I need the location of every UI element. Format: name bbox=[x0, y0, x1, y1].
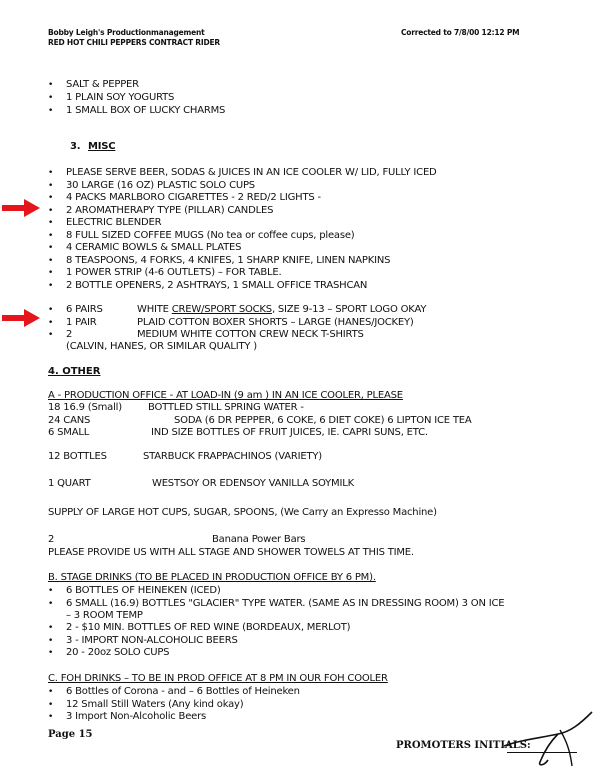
handwritten-signature bbox=[500, 706, 596, 770]
list-item: ELECTRIC BLENDER bbox=[66, 217, 162, 228]
header-corrected-date: Corrected to 7/8/00 12:12 PM bbox=[401, 28, 520, 37]
order-qty: 24 CANS bbox=[48, 415, 91, 426]
list-item: 6 Bottles of Corona - and – 6 Bottles of Heineken bbox=[66, 686, 300, 697]
order-qty: 1 QUART bbox=[48, 478, 91, 489]
clothing-qty: 6 PAIRS bbox=[66, 304, 103, 315]
list-item: 12 Small Still Waters (Any kind okay) bbox=[66, 699, 244, 710]
list-item: 2 AROMATHERAPY TYPE (PILLAR) CANDLES bbox=[66, 205, 274, 216]
bullet-icon: • bbox=[48, 636, 54, 646]
order-desc: STARBUCK FRAPPACHINOS (VARIETY) bbox=[143, 451, 322, 462]
bullet-icon: • bbox=[48, 318, 54, 328]
page-number: Page 15 bbox=[48, 729, 93, 740]
order-qty: 2 bbox=[48, 534, 55, 545]
bullet-icon: • bbox=[48, 599, 54, 609]
list-item-continuation: – 3 ROOM TEMP bbox=[66, 610, 143, 621]
right-arrow-icon bbox=[2, 309, 40, 327]
list-item: 3 - IMPORT NON-ALCOHOLIC BEERS bbox=[66, 635, 238, 646]
order-desc: SODA (6 DR PEPPER, 6 COKE, 6 DIET COKE) 6 LIPTON ICE TEA bbox=[174, 415, 472, 426]
bullet-icon: • bbox=[48, 268, 54, 278]
bullet-icon: • bbox=[48, 243, 54, 253]
header-production-title: Bobby Leigh's Productionmanagement bbox=[48, 28, 205, 37]
bullet-icon: • bbox=[48, 181, 54, 191]
list-item: 6 BOTTLES OF HEINEKEN (ICED) bbox=[66, 585, 221, 596]
list-item: 8 FULL SIZED COFFEE MUGS (No tea or coffee cups, please) bbox=[66, 230, 355, 241]
clothing-note: (CALVIN, HANES, OR SIMILAR QUALITY ) bbox=[66, 341, 257, 352]
list-item: 1 PLAIN SOY YOGURTS bbox=[66, 92, 175, 103]
list-item: SALT & PEPPER bbox=[66, 79, 139, 90]
bullet-icon: • bbox=[48, 648, 54, 658]
bullet-icon: • bbox=[48, 80, 54, 90]
bullet-icon: • bbox=[48, 586, 54, 596]
bullet-icon: • bbox=[48, 218, 54, 228]
promoters-initials-label: PROMOTERS INITIALS: bbox=[396, 740, 531, 751]
subsection-heading-b: B. STAGE DRINKS (TO BE PLACED IN PRODUCTION OFFICE BY 6 PM). bbox=[48, 572, 376, 583]
list-item: 20 - 20oz SOLO CUPS bbox=[66, 647, 170, 658]
header-rider-title: RED HOT CHILI PEPPERS CONTRACT RIDER bbox=[48, 38, 220, 47]
bullet-icon: • bbox=[48, 231, 54, 241]
list-item: 4 PACKS MARLBORO CIGARETTES - 2 RED/2 LIGHTS - bbox=[66, 192, 321, 203]
section-heading-other: 4. OTHER bbox=[48, 366, 101, 377]
clothing-desc-text: WHITE bbox=[137, 304, 172, 315]
list-item: 1 POWER STRIP (4-6 OUTLETS) – FOR TABLE. bbox=[66, 267, 282, 278]
clothing-desc-underlined: CREW/SPORT SOCKS bbox=[171, 304, 272, 315]
towels-note: PLEASE PROVIDE US WITH ALL STAGE AND SHOWER TOWELS AT THIS TIME. bbox=[48, 547, 414, 558]
bullet-icon: • bbox=[48, 305, 54, 315]
order-desc: Banana Power Bars bbox=[212, 534, 306, 545]
supply-note: SUPPLY OF LARGE HOT CUPS, SUGAR, SPOONS, (We Carry an Expresso Machine) bbox=[48, 507, 437, 518]
clothing-desc: MEDIUM WHITE COTTON CREW NECK T-SHIRTS bbox=[137, 329, 364, 340]
list-item: 1 SMALL BOX OF LUCKY CHARMS bbox=[66, 105, 226, 116]
list-item: PLEASE SERVE BEER, SODAS & JUICES IN AN ICE COOLER W/ LID, FULLY ICED bbox=[66, 167, 437, 178]
order-desc: BOTTLED STILL SPRING WATER - bbox=[148, 402, 304, 413]
bullet-icon: • bbox=[48, 193, 54, 203]
bullet-icon: • bbox=[48, 93, 54, 103]
bullet-icon: • bbox=[48, 206, 54, 216]
list-item: 3 Import Non-Alcoholic Beers bbox=[66, 711, 207, 722]
order-qty: 6 SMALL bbox=[48, 427, 90, 438]
order-qty: 12 BOTTLES bbox=[48, 451, 107, 462]
right-arrow-icon bbox=[2, 199, 40, 217]
bullet-icon: • bbox=[48, 712, 54, 722]
section-number: 3. bbox=[70, 141, 81, 152]
bullet-icon: • bbox=[48, 700, 54, 710]
clothing-desc-text: , SIZE 9-13 – SPORT LOGO OKAY bbox=[271, 304, 427, 315]
subsection-heading-a: A - PRODUCTION OFFICE - AT LOAD-IN (9 am ) IN AN ICE COOLER, PLEASE bbox=[48, 390, 403, 401]
list-item: 6 SMALL (16.9) BOTTLES "GLACIER" TYPE WATER. (SAME AS IN DRESSING ROOM) 3 ON ICE bbox=[66, 598, 505, 609]
list-item: 30 LARGE (16 OZ) PLASTIC SOLO CUPS bbox=[66, 180, 255, 191]
bullet-icon: • bbox=[48, 623, 54, 633]
section-heading-misc: MISC bbox=[88, 141, 116, 152]
list-item: 8 TEASPOONS, 4 FORKS, 4 KNIFES, 1 SHARP KNIFE, LINEN NAPKINS bbox=[66, 255, 391, 266]
clothing-qty: 1 PAIR bbox=[66, 317, 97, 328]
bullet-icon: • bbox=[48, 106, 54, 116]
bullet-icon: • bbox=[48, 256, 54, 266]
bullet-icon: • bbox=[48, 168, 54, 178]
list-item: 2 BOTTLE OPENERS, 2 ASHTRAYS, 1 SMALL OFFICE TRASHCAN bbox=[66, 280, 368, 291]
order-qty: 18 16.9 (Small) bbox=[48, 402, 122, 413]
subsection-heading-c: C. FOH DRINKS – TO BE IN PROD OFFICE AT 8 PM IN OUR FOH COOLER bbox=[48, 673, 388, 684]
order-desc: IND SIZE BOTTLES OF FRUIT JUICES, IE. CAPRI SUNS, ETC. bbox=[151, 427, 428, 438]
clothing-qty: 2 bbox=[66, 329, 73, 340]
bullet-icon: • bbox=[48, 330, 54, 340]
bullet-icon: • bbox=[48, 687, 54, 697]
list-item: 2 - $10 MIN. BOTTLES OF RED WINE (BORDEAUX, MERLOT) bbox=[66, 622, 351, 633]
clothing-desc: PLAID COTTON BOXER SHORTS – LARGE (HANES/JOCKEY) bbox=[137, 317, 414, 328]
list-item: 4 CERAMIC BOWLS & SMALL PLATES bbox=[66, 242, 242, 253]
clothing-desc bbox=[137, 304, 426, 315]
order-desc: WESTSOY OR EDENSOY VANILLA SOYMILK bbox=[152, 478, 354, 489]
bullet-icon: • bbox=[48, 281, 54, 291]
